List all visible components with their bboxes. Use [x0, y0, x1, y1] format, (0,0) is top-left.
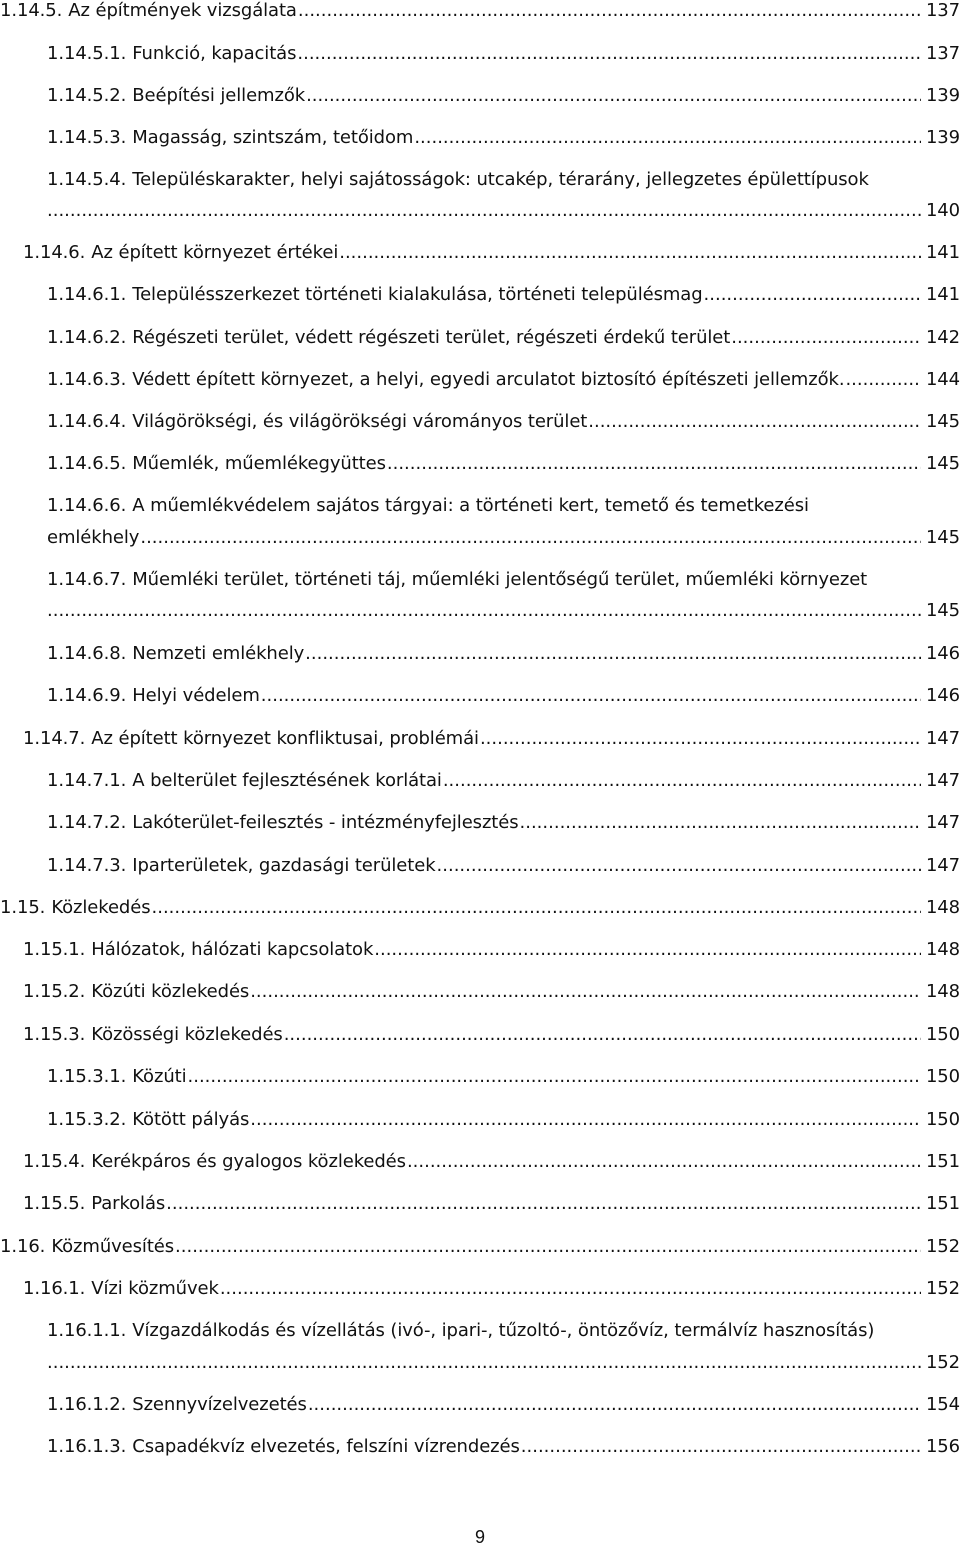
toc-entry[interactable]: [47, 1434, 960, 1460]
toc-entry-continuation[interactable]: [47, 198, 960, 224]
toc-title-continued: emlékhely: [47, 527, 140, 548]
toc-entry[interactable]: [47, 768, 960, 794]
toc-leader: [845, 367, 921, 393]
toc-title: Kerékpáros és gyalogos közlekedés: [91, 1151, 406, 1172]
toc-page: 152: [925, 1278, 960, 1299]
toc-title: A belterület fejlesztésének korlátai: [132, 770, 442, 791]
toc-number: 1.14.5.: [0, 0, 63, 21]
toc-number: 1.15.3.1.: [47, 1066, 127, 1087]
toc-leader: [414, 125, 921, 151]
toc-number: 1.14.6.2.: [47, 327, 127, 348]
toc-title: Közúti közlekedés: [91, 981, 250, 1002]
toc-page: 150: [925, 1024, 960, 1045]
toc-entry[interactable]: [47, 1107, 960, 1133]
toc-title: Közművesítés: [51, 1236, 175, 1257]
toc-page: 147: [925, 812, 960, 833]
toc-leader: [47, 598, 921, 624]
toc-page: 146: [925, 643, 960, 664]
toc-number: 1.14.6.: [23, 242, 86, 263]
toc-number: 1.14.6.5.: [47, 453, 127, 474]
toc-entry[interactable]: [47, 125, 960, 151]
toc-leader: [297, 41, 921, 67]
toc-page: 151: [925, 1151, 960, 1172]
toc-leader: [521, 1434, 921, 1460]
toc-number: 1.14.6.1.: [47, 284, 127, 305]
toc-entry-continuation[interactable]: [47, 598, 960, 624]
toc-number: 1.16.1.1.: [47, 1320, 127, 1341]
toc-leader: [188, 1064, 921, 1090]
toc-entry[interactable]: [23, 240, 960, 266]
toc-entry[interactable]: [47, 167, 960, 193]
toc-title: Műemléki terület, történeti táj, műemléki jelentőségű terület, műemléki környezet: [132, 569, 868, 590]
toc-number: 1.14.5.1.: [47, 43, 127, 64]
toc-leader: [339, 240, 921, 266]
toc-page: 150: [925, 1066, 960, 1087]
toc-page: 150: [925, 1109, 960, 1130]
toc-entry-continuation[interactable]: [47, 525, 960, 551]
toc-entry[interactable]: [23, 1022, 960, 1048]
toc-entry[interactable]: [23, 979, 960, 1005]
toc-page: 152: [925, 1352, 960, 1373]
toc-entry[interactable]: [47, 1064, 960, 1090]
toc-page: 154: [925, 1394, 960, 1415]
toc-number: 1.15.3.2.: [47, 1109, 127, 1130]
toc-number: 1.14.6.4.: [47, 411, 127, 432]
toc-number: 1.14.6.3.: [47, 369, 127, 390]
toc-number: 1.15.1.: [23, 939, 86, 960]
toc-leader: [47, 1350, 921, 1376]
toc-entry[interactable]: [47, 409, 960, 435]
toc-title: Csapadékvíz elvezetés, felszíni vízrendezés: [132, 1436, 520, 1457]
toc-entry[interactable]: [47, 83, 960, 109]
toc-leader: [47, 198, 921, 224]
toc-title: Közösségi közlekedés: [91, 1024, 283, 1045]
toc-number: 1.14.7.2.: [47, 812, 127, 833]
toc-number: 1.14.6.8.: [47, 643, 127, 664]
toc-entry-continuation[interactable]: [47, 1350, 960, 1376]
toc-page: 137: [925, 0, 960, 21]
toc-leader: [298, 0, 921, 24]
toc-number: 1.15.5.: [23, 1193, 86, 1214]
toc-title: Lakóterület-feilesztés - intézményfejlesztés: [132, 812, 519, 833]
toc-page: 148: [925, 981, 960, 1002]
toc-entry[interactable]: [47, 567, 960, 593]
toc-page: 139: [925, 85, 960, 106]
toc-leader: [152, 895, 921, 921]
toc-number: 1.15.4.: [23, 1151, 86, 1172]
toc-entry[interactable]: [0, 895, 960, 921]
toc-title: Helyi védelem: [132, 685, 260, 706]
toc-title: Kötött pályás: [132, 1109, 250, 1130]
toc-leader: [407, 1149, 921, 1175]
toc-title: Vízi közművek: [91, 1278, 219, 1299]
toc-entry[interactable]: [23, 937, 960, 963]
toc-leader: [374, 937, 921, 963]
toc-title: Beépítési jellemzők: [132, 85, 306, 106]
toc-entry[interactable]: [23, 1276, 960, 1302]
toc-title: Az építmények vizsgálata: [68, 0, 297, 21]
toc-title: Parkolás: [91, 1193, 166, 1214]
toc-entry[interactable]: [47, 683, 960, 709]
toc-number: 1.14.7.3.: [47, 855, 127, 876]
toc-entry[interactable]: [47, 451, 960, 477]
toc-entry[interactable]: [47, 282, 960, 308]
toc-leader: [588, 409, 921, 435]
toc-number: 1.14.6.7.: [47, 569, 127, 590]
page-number: 9: [474, 1527, 485, 1547]
toc-number: 1.15.: [0, 897, 46, 918]
toc-title: Hálózatok, hálózati kapcsolatok: [91, 939, 374, 960]
toc-number: 1.15.3.: [23, 1024, 86, 1045]
toc-number: 1.14.6.6.: [47, 495, 127, 516]
toc-leader: [220, 1276, 921, 1302]
toc-title: Vízgazdálkodás és vízellátás (ivó-, ipari-, tűzoltó-, öntözővíz, termálvíz hasznosítás): [132, 1320, 875, 1341]
toc-title: Világörökségi, és világörökségi várományos terület: [132, 411, 588, 432]
toc-page: 140: [925, 200, 960, 221]
toc-page: 148: [925, 939, 960, 960]
toc-page: 147: [925, 728, 960, 749]
toc-leader: [443, 768, 921, 794]
toc-page: 145: [925, 411, 960, 432]
toc-page: 141: [925, 242, 960, 263]
toc-leader: [387, 451, 921, 477]
toc-page: 141: [925, 284, 960, 305]
toc-entry[interactable]: [47, 1318, 960, 1344]
toc-page: 145: [925, 453, 960, 474]
toc-page: 151: [925, 1193, 960, 1214]
toc-entry[interactable]: [47, 367, 960, 393]
toc-page: 147: [925, 855, 960, 876]
toc-title: Az épített környezet értékei: [91, 242, 339, 263]
toc-page: 142: [925, 327, 960, 348]
toc-leader: [175, 1234, 921, 1260]
toc-entry[interactable]: [47, 41, 960, 67]
toc-page: 148: [925, 897, 960, 918]
toc-title: Védett épített környezet, a helyi, egyedi arculatot biztosító építészeti jellemzők.: [132, 369, 845, 390]
toc-page: 145: [925, 600, 960, 621]
toc-entry[interactable]: [47, 810, 960, 836]
toc-entry[interactable]: [23, 726, 960, 752]
toc-page: 139: [925, 127, 960, 148]
toc-entry[interactable]: [47, 493, 960, 519]
toc-number: 1.14.6.9.: [47, 685, 127, 706]
toc-entry[interactable]: [23, 1149, 960, 1175]
toc-title: Közúti: [132, 1066, 187, 1087]
toc-number: 1.14.5.3.: [47, 127, 127, 148]
toc-leader: [284, 1022, 921, 1048]
toc-title: Funkció, kapacitás: [132, 43, 297, 64]
toc-number: 1.14.5.2.: [47, 85, 127, 106]
toc-title: A műemlékvédelem sajátos tárgyai: a történeti kert, temető és temetkezési: [132, 495, 809, 516]
toc-title: Közlekedés: [51, 897, 151, 918]
toc-title: Szennyvízelvezetés: [132, 1394, 307, 1415]
toc-title: Nemzeti emlékhely: [132, 643, 305, 664]
toc-leader: [704, 282, 921, 308]
toc-page: 137: [925, 43, 960, 64]
toc-title: Magasság, szintszám, tetőidom: [132, 127, 414, 148]
toc-number: 1.14.7.: [23, 728, 86, 749]
toc-number: 1.16.: [0, 1236, 46, 1257]
toc-title: Az épített környezet konfliktusai, problémái: [91, 728, 479, 749]
toc-leader: [250, 1107, 921, 1133]
toc-title: Településkarakter, helyi sajátosságok: utcakép, térarány, jellegzetes épülettípusok: [132, 169, 869, 190]
toc-leader: [308, 1392, 921, 1418]
toc-number: 1.16.1.3.: [47, 1436, 127, 1457]
toc-entry[interactable]: [0, 1234, 960, 1260]
toc-page: 147: [925, 770, 960, 791]
toc-entry[interactable]: [23, 1191, 960, 1217]
toc-leader: [480, 726, 921, 752]
toc-leader: [305, 641, 921, 667]
toc-title: Településszerkezet történeti kialakulása, történeti településmag: [132, 284, 703, 305]
toc-page: 156: [925, 1436, 960, 1457]
toc-number: 1.16.1.: [23, 1278, 86, 1299]
toc-page: 144: [925, 369, 960, 390]
toc-leader: [250, 979, 921, 1005]
toc-leader: [520, 810, 921, 836]
toc-leader: [140, 525, 921, 551]
toc-entry[interactable]: [47, 641, 960, 667]
toc-number: 1.14.7.1.: [47, 770, 127, 791]
toc-entry[interactable]: [0, 0, 960, 24]
toc-entry[interactable]: [47, 1392, 960, 1418]
toc-leader: [437, 853, 921, 879]
toc-title: Iparterületek, gazdasági területek: [132, 855, 436, 876]
toc-title: Régészeti terület, védett régészeti terület, régészeti érdekű terület: [132, 327, 731, 348]
toc-leader: [731, 325, 921, 351]
toc-leader: [261, 683, 921, 709]
toc-leader: [166, 1191, 921, 1217]
toc-entry[interactable]: [47, 325, 960, 351]
toc-leader: [306, 83, 921, 109]
toc-number: 1.14.5.4.: [47, 169, 127, 190]
toc-page: 145: [925, 527, 960, 548]
toc-number: 1.16.1.2.: [47, 1394, 127, 1415]
toc-number: 1.15.2.: [23, 981, 86, 1002]
toc-entry[interactable]: [47, 853, 960, 879]
toc-page: 152: [925, 1236, 960, 1257]
toc-title: Műemlék, műemlékegyüttes: [132, 453, 386, 474]
toc-page: 146: [925, 685, 960, 706]
